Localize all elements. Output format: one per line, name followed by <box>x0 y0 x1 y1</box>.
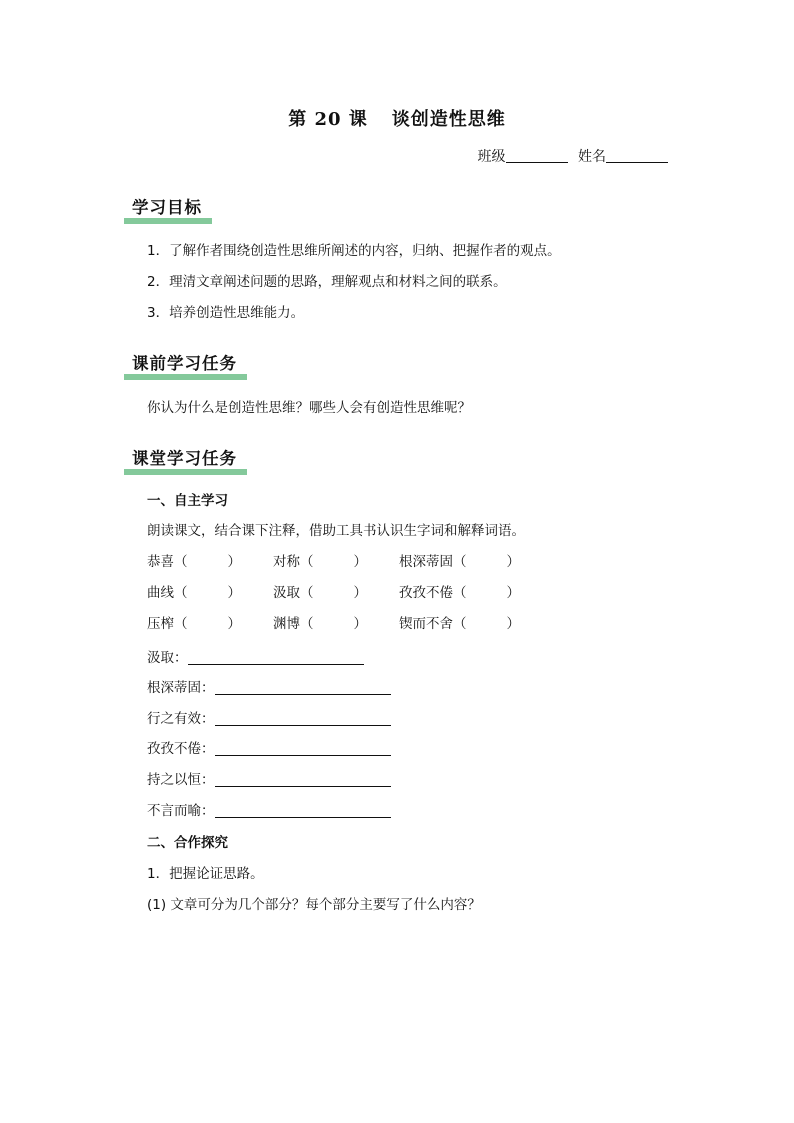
part1-title: 一、自主学习 <box>147 493 228 509</box>
goal-item-2: 2．理清文章阐述问题的思路，理解观点和材料之间的联系。 <box>147 274 507 290</box>
vocab-word: 孜孜不倦 <box>399 585 453 601</box>
part1-intro: 朗读课文，结合课下注释，借助工具书认识生字词和解释词语。 <box>147 523 525 539</box>
vocab-word: 根深蒂固 <box>399 554 453 570</box>
section-heading-goals: 学习目标 <box>128 194 206 220</box>
lesson-name: 谈创造性思维 <box>391 109 506 130</box>
name-label: 姓名 <box>578 149 606 165</box>
section-heading-class-task: 课堂学习任务 <box>128 445 241 471</box>
answer-blank[interactable] <box>215 711 391 726</box>
vocab-item: 锲而不舍（ ） <box>399 616 520 632</box>
vocab-word: 曲线 <box>147 585 174 601</box>
definition-item <box>147 707 391 727</box>
section-heading-pre-task: 课前学习任务 <box>128 350 241 376</box>
name-blank[interactable] <box>606 148 668 163</box>
definition-term: 汲取： <box>147 650 188 666</box>
vocab-item: 孜孜不倦（ ） <box>399 585 520 601</box>
vocab-item: 渊博（ ） <box>273 616 367 632</box>
goal-item-3: 3．培养创造性思维能力。 <box>147 305 305 321</box>
page-title <box>0 105 794 131</box>
goal-item-1: 1．了解作者围绕创造性思维所阐述的内容，归纳、把握作者的观点。 <box>147 243 561 259</box>
answer-blank[interactable] <box>215 803 391 818</box>
definition-item <box>147 799 391 819</box>
vocab-word: 汲取 <box>273 585 300 601</box>
vocab-item: 根深蒂固（ ） <box>399 554 520 570</box>
definition-term: 根深蒂固： <box>147 680 215 696</box>
class-label: 班级 <box>477 149 506 165</box>
definition-item <box>147 646 364 666</box>
definition-item <box>147 768 391 788</box>
definition-term: 持之以恒： <box>147 772 215 788</box>
vocab-item: 对称（ ） <box>273 554 367 570</box>
vocab-item: 压榨（ ） <box>147 616 241 632</box>
lesson-number: 第 20 课 <box>288 109 368 130</box>
definition-item <box>147 737 391 757</box>
definition-term: 孜孜不倦： <box>147 741 215 757</box>
answer-blank[interactable] <box>215 772 391 787</box>
pre-task-question: 你认为什么是创造性思维？哪些人会有创造性思维呢？ <box>147 400 471 416</box>
vocab-word: 渊博 <box>273 616 300 632</box>
answer-blank[interactable] <box>215 680 391 695</box>
answer-blank[interactable] <box>188 650 364 665</box>
vocab-word: 压榨 <box>147 616 174 632</box>
part2-title: 二、合作探究 <box>147 835 228 851</box>
vocab-word: 锲而不舍 <box>399 616 453 632</box>
definition-term: 不言而喻： <box>147 803 215 819</box>
class-name-line <box>478 146 674 166</box>
vocab-word: 恭喜 <box>147 554 174 570</box>
question-1: 1．把握论证思路。 <box>147 866 264 882</box>
vocab-item: 汲取（ ） <box>273 585 367 601</box>
vocab-word: 对称 <box>273 554 300 570</box>
definition-item <box>147 676 391 696</box>
question-1-sub-1: (1) 文章可分为几个部分？每个部分主要写了什么内容？ <box>147 897 481 913</box>
vocab-item: 恭喜（ ） <box>147 554 241 570</box>
class-blank[interactable] <box>506 148 568 163</box>
vocab-item: 曲线（ ） <box>147 585 241 601</box>
definition-term: 行之有效： <box>147 711 215 727</box>
answer-blank[interactable] <box>215 741 391 756</box>
